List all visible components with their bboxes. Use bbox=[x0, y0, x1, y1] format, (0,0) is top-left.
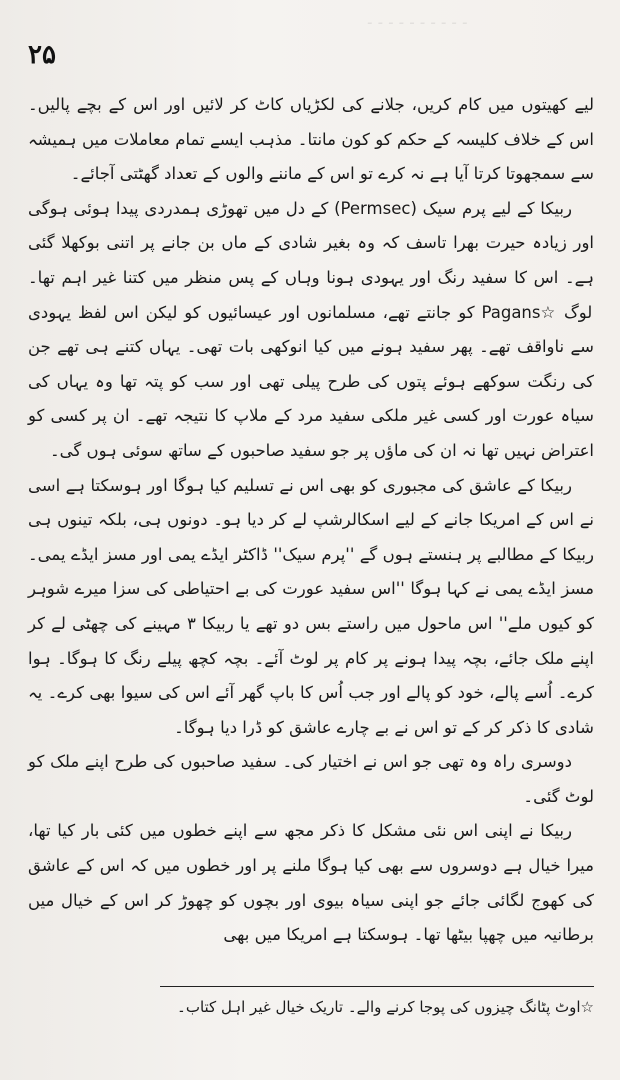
body-text bbox=[28, 88, 594, 953]
footnote: ☆اوٹ پٹانگ چیزوں کی پوجا کرنے والے۔ تاریک خیال غیر اہل کتاب۔ bbox=[177, 998, 594, 1016]
bleed-through-text: ۔۔۔۔۔۔۔۔۔۔ bbox=[364, 8, 470, 29]
footnote-divider bbox=[160, 986, 594, 987]
paragraph: ربیکا کے عاشق کی مجبوری کو بھی اس نے تسلیم کیا ہوگا اور ہوسکتا ہے اسی نے اس کے امریکا جانے کے لیے اسکالرشپ لے کر دیا ہو۔ دونوں ہی، بلکہ تینوں ہی ربیکا کے مطالبے پر ہنستے ہوں گے ''پرم سیک'' ڈاکٹر ایڈے یمی اور مسز ایڈے یمی۔ مسز ایڈے یمی نے کہا ہوگا ''اس سفید عورت کی بے احتیاطی کی سزا میرے شوہر کو کیوں ملے'' اس ماحول میں راستے بس دو تھے یا ربیکا ۳ مہینے کی چھٹی لے کر اپنے ملک جائے، بچہ پیدا ہونے پر کام پر لوٹ آئے۔ بچہ کچھ پیلے رنگ کا ہوگا۔ ہوا کرے۔ اُسے پالے، خود کو پالے اور جب اُس کا باپ گھر آئے اس کی سیوا بھی کرے۔ یہ شادی کا ذکر کر کے تو اس نے بے چارے عاشق کو ڈرا دیا ہوگا۔ bbox=[28, 475, 595, 737]
paragraph: ربیکا نے اپنی اس نئی مشکل کا ذکر مجھ سے اپنے خطوں میں کئی بار کیا تھا، میرا خیال ہے دوسروں سے بھی کیا ہوگا ملنے پر اور خطوں میں کہ اس کے عاشق کی کھوج لگائی جائے جو اپنی سیاہ بیوی اور بچوں کو چھوڑ کر اس کے خیال میں برطانیہ میں چھپا بیٹھا تھا۔ ہوسکتا ہے امریکا میں بھی bbox=[28, 821, 594, 945]
paragraph: ربیکا کے لیے پرم سیک (Permsec) کے دل میں تھوڑی ہمدردی پیدا ہوئی ہوگی اور زیادہ حیرت بھرا تاسف کہ وہ بغیر شادی کے ماں بن جانے پر اتنی بوکھلا گئی ہے۔ اس کا سفید رنگ اور یہودی ہونا وہاں کے پس منظر میں کتنا غیر اہم تھا۔ لوگ ☆Pagans کو جانتے تھے، مسلمانوں اور عیسائیوں کو لیکن اس لفظ یہودی سے ناواقف تھے۔ پھر سفید ہونے میں کیا انوکھی بات تھی۔ یہاں کتنے ہی تھے جن کی رنگت سوکھے ہوئے پتوں کی طرح پیلی تھی اور سب کو پتہ تھا وہ یہاں کی سیاہ عورت اور کسی غیر ملکی سفید مرد کے ملاپ کا نتیجہ تھے۔ ان پر کسی کو اعتراض نہیں تھا نہ ان کی ماؤں پر جو سفید صاحبوں کے ساتھ سوئی ہوں گی۔ bbox=[28, 198, 594, 460]
page-number: ۲۵ bbox=[28, 40, 56, 70]
paragraph: دوسری راہ وہ تھی جو اس نے اختیار کی۔ سفید صاحبوں کی طرح اپنے ملک کو لوٹ گئی۔ bbox=[28, 752, 594, 806]
paragraph: لیے کھیتوں میں کام کریں، جلانے کی لکڑیاں کاٹ کر لائیں اور اس کے بچے پالیں۔ اس کے خلاف کلیسہ کے حکم کو کون مانتا۔ مذہب ایسے تمام معاملات میں ہمیشہ سے سمجھوتا کرتا آیا ہے نہ کرے تو اس کے ماننے والوں کے تعداد گھٹتی آجائے۔ bbox=[28, 95, 594, 184]
